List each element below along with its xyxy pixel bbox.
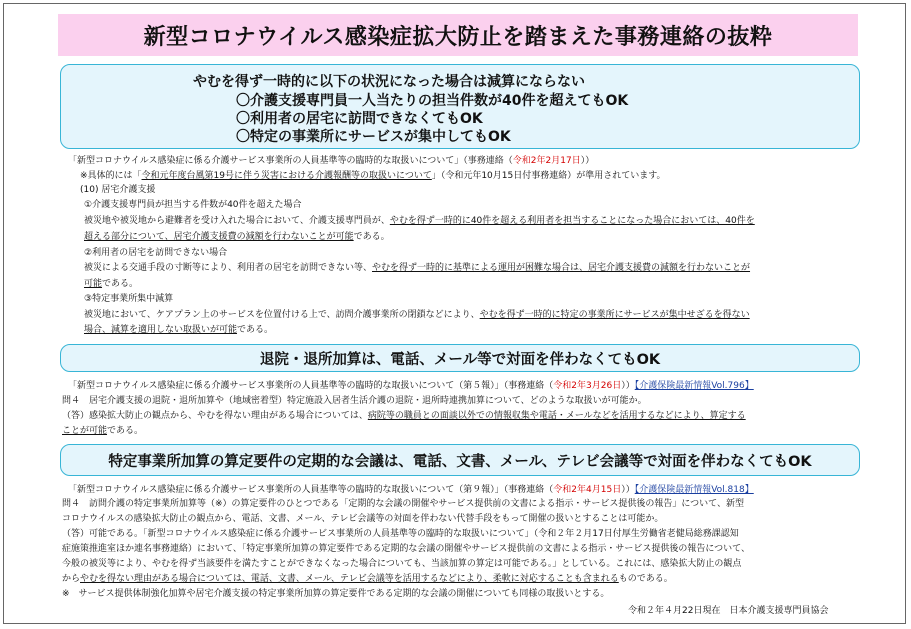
question-line: 問４ 訪問介護の特定事業所加算等（※）の算定要件のひとつである「定期的な会議の開催やサービス提供前の文書による指示・サービス提供後の報告」について、新型 xyxy=(62,499,745,509)
body-line: 場合、減算を適用しない取扱いが可能である。 xyxy=(84,325,274,335)
notice-date: 令和2年3月26日 xyxy=(553,381,622,391)
notice-line: 「新型コロナウイルス感染症に係る介護サービス事業所の人員基準等の臨時的な取扱いについて（第９報）」（事務連絡（令和2年4月15日））【介護保険最新情報Vol.818】 xyxy=(68,485,754,495)
summary-callout xyxy=(60,64,860,149)
answer-line: 今般の被災等により、やむを得ず当該要件を満たすことができなくなった場合についても、当該加算の算定は可能である。」としている。これには、感染拡大防止の観点 xyxy=(62,559,742,569)
note-line: ※ サービス提供体制強化加算や居宅介護支援の特定事業所加算の算定要件である定期的な会議の開催についても同様の取扱いとする。 xyxy=(62,589,610,599)
item-heading: (10) 居宅介護支援 xyxy=(80,185,156,195)
notice-line: 「新型コロナウイルス感染症に係る介護サービス事業所の人員基準等の臨時的な取扱いについて」（事務連絡（令和2年2月17日）） xyxy=(68,156,595,166)
answer-line: 症施策推進室ほか連名事務連絡）において、「特定事業所加算の算定要件である定期的な会議の開催やサービス提供前の文書による指示・サービス提供後の報告について、 xyxy=(62,544,750,554)
body-line: 被災による交通手段の寸断等により、利用者の居宅を訪問できない等、やむを得ず一時的に基準による運用が困難な場合は、居宅介護支援費の減額を行わないことが xyxy=(84,263,751,273)
note-line: ※具体的には「令和元年度台風第19号に伴う災害における介護報酬等の取扱いについて」（令和元年10月15日付事務連絡）が準用されています。 xyxy=(80,171,666,181)
body-line: 被災地や被災地から避難者を受け入れた場合において、介護支援専門員が、やむを得ず一時的に40件を超える利用者を担当することになった場合においては、40件を xyxy=(84,216,755,226)
summary-point: 〇利用者の居宅に訪問できなくてもOK xyxy=(236,111,483,127)
body-line: 超える部分について、居宅介護支援費の減額を行わないことが可能である。 xyxy=(84,232,390,242)
vol-818-link[interactable]: 【介護保険最新情報Vol.818】 xyxy=(634,485,754,495)
notice-date: 令和2年2月17日 xyxy=(512,156,581,166)
meeting-callout-label: 特定事業所加算の算定要件の定期的な会議は、電話、文書、メール、テレビ会議等で対面を伴わなくてもOK xyxy=(108,453,812,470)
page-title-box xyxy=(58,14,858,56)
question-line: コロナウイルスの感染拡大防止の観点から、電話、文書、メール、テレビ会議等の対面を伴わない代替手段をもって開催の扱いとすることは可能か。 xyxy=(62,514,664,524)
vol-796-link[interactable]: 【介護保険最新情報Vol.796】 xyxy=(634,381,754,391)
notice-date: 令和2年4月15日 xyxy=(553,485,622,495)
discharge-callout xyxy=(60,344,860,372)
subitem-title: ③特定事業所集中減算 xyxy=(84,294,174,304)
summary-point: 〇介護支援専門員一人当たりの担当件数が40件を超えてもOK xyxy=(236,93,629,109)
page-title: 新型コロナウイルス感染症拡大防止を踏まえた事務連絡の抜粋 xyxy=(143,24,773,50)
answer-line: （答）可能である。「新型コロナウイルス感染症に係る介護サービス事業所の人員基準等の臨時的な取扱いについて」（令和２年２月17日付厚生労働省老健局総務課認知 xyxy=(62,529,739,539)
subitem-title: ①介護支援専門員が担当する件数が40件を超えた場合 xyxy=(84,200,302,210)
notice-line: 「新型コロナウイルス感染症に係る介護サービス事業所の人員基準等の臨時的な取扱いについて（第５報）」（事務連絡（令和2年3月26日））【介護保険最新情報Vol.796】 xyxy=(68,381,754,391)
answer-line: ことが可能である。 xyxy=(62,426,144,436)
discharge-callout-label: 退院・退所加算は、電話、メール等で対面を伴わなくてもOK xyxy=(259,351,661,368)
footer-date: 令和２年４月22日現在 日本介護支援専門員協会 xyxy=(628,606,829,616)
answer-line: からやむを得ない理由がある場合については、電話、文書、メール、テレビ会議等を活用するなどにより、柔軟に対応することも含まれるものである。 xyxy=(62,574,673,584)
body-line: 被災地において、ケアプラン上のサービスを位置付ける上で、訪問介護事業所の閉鎖などにより、やむを得ず一時的に特定の事業所にサービスが集中せざるを得ない xyxy=(84,310,750,320)
subitem-title: ②利用者の居宅を訪問できない場合 xyxy=(84,248,228,258)
question-line: 問４ 居宅介護支援の退院・退所加算や（地域密着型）特定施設入居者生活介護の退院・退所時連携加算について、どのような取扱いが可能か。 xyxy=(62,396,647,406)
answer-line: （答）感染拡大防止の観点から、やむを得ない理由がある場合については、病院等の職員との面談以外での情報収集や電話・メールなどを活用するなどにより、算定する xyxy=(62,411,746,421)
summary-heading: やむを得ず一時的に以下の状況になった場合は減算にならない xyxy=(193,74,585,90)
meeting-callout xyxy=(60,444,860,476)
summary-point: 〇特定の事業所にサービスが集中してもOK xyxy=(236,129,511,145)
body-line: 可能である。 xyxy=(84,279,139,289)
